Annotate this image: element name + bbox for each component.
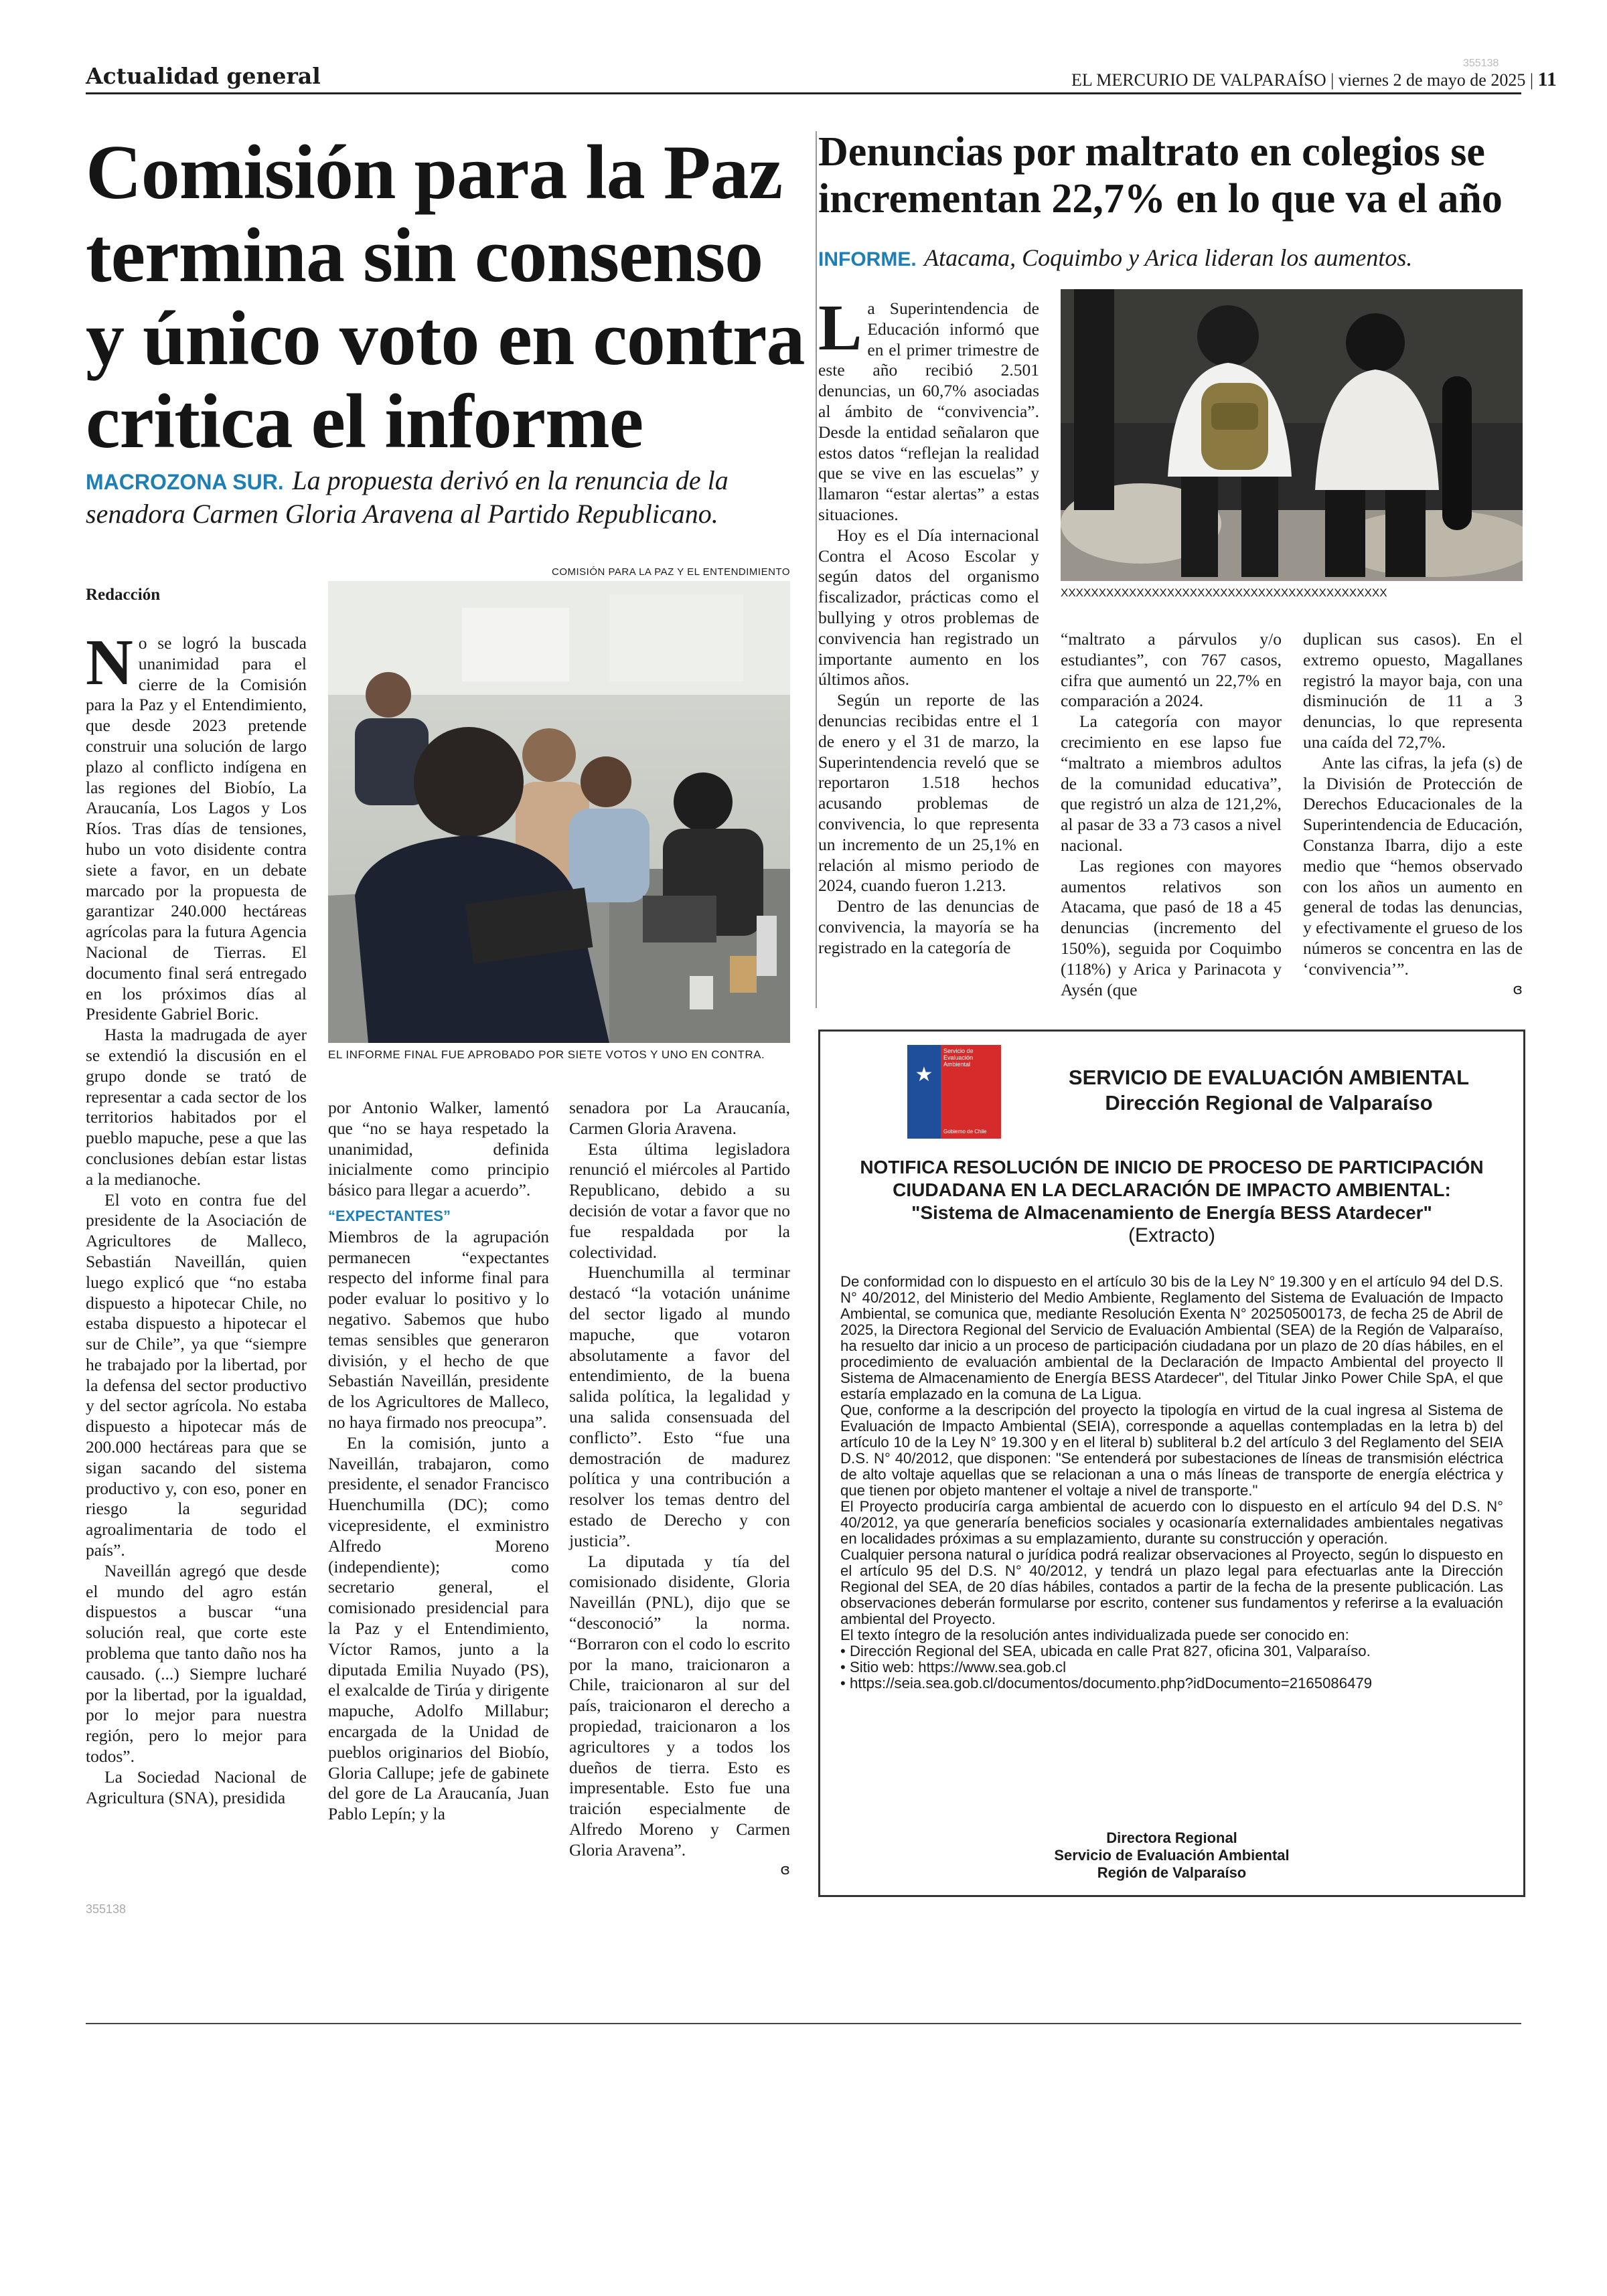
logo-red-band bbox=[941, 1045, 1001, 1139]
heading-line: CIUDADANA EN LA DECLARACIÓN DE IMPACTO AMBIENTAL: bbox=[893, 1179, 1451, 1200]
right-column-1 bbox=[818, 292, 1039, 959]
logo-blue-band bbox=[907, 1045, 941, 1139]
right-headline bbox=[818, 129, 1528, 222]
section-label: Actualidad general bbox=[86, 63, 321, 89]
column-divider bbox=[816, 131, 817, 1008]
headline-line: termina sin consenso bbox=[86, 213, 763, 299]
bullet-item: • https://seia.sea.gob.cl/documentos/documento.php?idDocumento=2165086479 bbox=[840, 1675, 1373, 1692]
logo-text: Evaluación bbox=[943, 1054, 974, 1061]
heading-line: NOTIFICA RESOLUCIÓN DE INICIO DE PROCESO DE PARTICIPACIÓN bbox=[860, 1157, 1484, 1177]
paragraph: La diputada y tía del comisionado disidente, Gloria Naveillán (PNL), dijo que se “desconoció” la norma. “Borraron con el codo lo escrito por la mano, traicionaron a Chile, traicionaron al sur del país, traicionaron el derecho a propiedad, traicionaron a los agricultores y a todos los dueños de tierra. Esto es impresentable. Esto fue una traición especialmente de Alfredo Moreno y Carmen Gloria Aravena”. bbox=[569, 1551, 790, 1860]
star-icon: ★ bbox=[915, 1063, 933, 1086]
end-mark: ɞ bbox=[1513, 981, 1523, 998]
paragraph: Miembros de la agrupación permanecen “expectantes respecto del informe final para poder evaluar lo positivo y lo negativo. Sabemos que hubo temas sensibles que generaron división, y el hecho de que Sebastián Naveillán, presidente de los Agricultores de Malleco, no haya firmado nos preocupa”. bbox=[328, 1226, 549, 1432]
notice-body bbox=[840, 1274, 1503, 1692]
paragraph: La categoría con mayor crecimiento en ese lapso fue “maltrato a miembros adultos de la comunidad educativa”, que registró un alza de 121,2%, al pasar de 33 a 73 casos a nivel nacional. bbox=[1061, 712, 1282, 855]
paragraph: Huenchumilla al terminar destacó “la votación unánime del sector ligado al mundo mapuche, que votaron absolutamente a favor del entendimiento, de la buena salida política, la legalidad y una salida consensuada del conflicto”. Esto “fue una demostración de madurez política y una contribución a resolver los temas dentro del estado de Derecho y con justicia”. bbox=[569, 1262, 790, 1550]
signature-line: Servicio de Evaluación Ambiental bbox=[1054, 1847, 1290, 1864]
issue-date: viernes 2 de mayo de 2025 bbox=[1338, 70, 1526, 90]
notice-paragraph: El Proyecto produciría carga ambiental de acuerdo con lo dispuesto en el artículo 94 del D.S. N° 40/2012, ya que generaría beneficios sociales y ocasionaría externalidades ambientales negativas en localidades próximas a su emplazamiento, durante su construcción y operación. bbox=[840, 1498, 1503, 1547]
notice-org bbox=[1035, 1065, 1503, 1116]
notice-paragraph: Que, conforme a la descripción del proyecto la tipología en virtud de la cual ingresa al Sistema de Evaluación de Impacto Ambiental (SEIA), corresponde a aquellas contempladas en la letra b) del artículo 10 de la Ley N° 19.300 y en el literal b) subliteral b.2 del artículo 3 del Reglamento del SEIA D.S. N° 40/2012, que disponen: "Se entenderá por subestaciones de líneas de transmisión eléctrica de alto voltaje aquellas que se relacionan a una o más líneas de transporte de energía eléctrica y que tienen por objeto mantener el voltaje a nivel de transporte." bbox=[840, 1402, 1503, 1499]
headline-line: Denuncias por maltrato en colegios se bbox=[818, 129, 1485, 175]
bullet-text: Dirección Regional del SEA, ubicada en calle Prat 827, oficina 301, Valparaíso. bbox=[849, 1643, 1371, 1659]
bullet-item: • Dirección Regional del SEA, ubicada en calle Prat 827, oficina 301, Valparaíso. bbox=[840, 1643, 1371, 1659]
end-mark: ɞ bbox=[780, 1862, 790, 1879]
photo-credit: COMISIÓN PARA LA PAZ Y EL ENTENDIMIENTO bbox=[552, 566, 790, 578]
headline-line: y único voto en contra bbox=[86, 296, 805, 382]
heading-line: (Extracto) bbox=[1128, 1224, 1216, 1246]
paragraph: Las regiones con mayores aumentos relativos son Atacama, que pasó de 18 a 45 denuncias (incremento del 150%), seguida por Coquimbo (118%) y Arica y Parinacota y Aysén (que bbox=[1061, 855, 1282, 999]
byline: Redacción bbox=[86, 586, 161, 604]
paragraph: o se logró la buscada unanimidad para el cierre de la Comisión para la Paz y el Entendimiento, que desde 2023 pretende construir una solución de largo plazo al conflicto indígena en las regiones del Biobío, La Araucanía, Los Lagos y Los Ríos. Tras días de tensiones, hubo un voto disidente contra siete a favor, en un debate marcado por la propuesta de garantizar 240.000 hectáreas agrícolas para la futura Agencia Nacional de Tierras. El documento final será entregado en los próximos días al Presidente Gabriel Boric. bbox=[86, 633, 307, 1024]
paragraph: “maltrato a párvulos y/o estudiantes”, con 767 casos, cifra que aumentó un 22,7% en comparación a 2024. bbox=[1061, 629, 1282, 711]
paragraph: senadora por La Araucanía, Carmen Gloria Aravena. bbox=[569, 1098, 790, 1138]
left-column-2 bbox=[328, 1098, 549, 1825]
sea-logo bbox=[907, 1045, 1001, 1139]
notice-paragraph: Cualquier persona natural o jurídica podrá realizar observaciones al Proyecto, según lo dispuesto en el artículo 95 del D.S. N° 40/2012, y tendrá un plazo legal para efectuarlas ante la Dirección Regional del SEA, de 20 días hábiles, contados a partir de la fecha de la presente publicación. Las observaciones deberán formularse por escrito, contener sus fundamentos y referirse a la evaluación ambiental del Proyecto. bbox=[840, 1546, 1503, 1627]
page-number: 11 bbox=[1537, 68, 1557, 90]
signature-line: Región de Valparaíso bbox=[1097, 1864, 1247, 1881]
left-column-3 bbox=[569, 1098, 790, 1881]
paragraph: La Sociedad Nacional de Agricultura (SNA), presidida bbox=[86, 1767, 307, 1807]
left-kicker: MACROZONA SUR. bbox=[86, 470, 284, 494]
headline-line: critica el informe bbox=[86, 379, 643, 465]
paragraph: a Superintendencia de Educación informó que en el primer trimestre de este año recibió 2.501 denuncias, un 60,7% asociadas al ámbito de “convivencia”. Desde la entidad señalaron que estos datos “reflejan la realidad que se vive en las escuelas” y llamaron “estar alertas” a estas situaciones. bbox=[818, 299, 1039, 524]
paragraph: El voto en contra fue del presidente de la Asociación de Agricultores de Malleco, Sebastián Naveillán, quien luego explicó que “no estaba dispuesto a hipotecar Chile, no estaba dispuesto a hipotecar el sur de Chile”, ya que “siempre he trabajado por la libertad, por la defensa del sector productivo y del sector agrícola. No estaba dispuesto a hipotecar más de 200.000 hectáreas para que se sigan sacando del sistema productivo y, con eso, poner en riesgo la seguridad agroalimentaria de todo el país”. bbox=[86, 1190, 307, 1560]
headline-line: Comisión para la Paz bbox=[86, 130, 783, 216]
right-column-2 bbox=[1061, 629, 1282, 1000]
paragraph: Hoy es el Día internacional Contra el Acoso Escolar y según datos del organismo fiscalizador, prácticas como el bullying y otros problemas de convivencia han registrado un importante aumento en los últimos años. bbox=[818, 525, 1039, 689]
paragraph: Ante las cifras, la jefa (s) de la División de Protección de Derechos Educacionales de la Superintendencia de Educación, Constanza Ibarra, dijo a este medio que “hemos observado con los años un aumento en general de todas las denuncias, y efectivamente el grueso de los números se concentra en las de ‘convivencia’”. bbox=[1303, 752, 1523, 979]
photo-caption: XXXXXXXXXXXXXXXXXXXXXXXXXXXXXXXXXXXXXXXXXXX bbox=[1061, 586, 1387, 599]
public-notice bbox=[818, 1030, 1525, 1897]
bullet-text: https://seia.sea.gob.cl/documentos/documento.php?idDocumento=2165086479 bbox=[849, 1675, 1373, 1692]
notice-heading bbox=[834, 1156, 1510, 1247]
heading-line: "Sistema de Almacenamiento de Energía BESS Atardecer" bbox=[911, 1202, 1432, 1223]
header-rule bbox=[86, 92, 1521, 94]
org-sub: Dirección Regional de Valparaíso bbox=[1105, 1091, 1433, 1115]
bottom-rule bbox=[86, 2023, 1521, 2024]
dek-line: La propuesta derivó en la renuncia de la bbox=[292, 465, 729, 495]
paragraph: Esta última legisladora renunció el miércoles al Partido Republicano, debido a su decisión de votar a favor que no fue respaldada por la colectividad. bbox=[569, 1139, 790, 1262]
drop-cap: N bbox=[86, 627, 133, 699]
logo-gov: Gobierno de Chile bbox=[943, 1129, 987, 1135]
signature-line: Directora Regional bbox=[1106, 1829, 1237, 1846]
footer-code: 355138 bbox=[86, 1902, 127, 1916]
headline-line: incrementan 22,7% en lo que va el año bbox=[818, 176, 1503, 222]
paragraph: duplican sus casos). En el extremo opuesto, Magallanes registró la mayor baja, con una disminución de 11 a 3 denuncias, lo que representa una caída del 72,7%. bbox=[1303, 629, 1523, 752]
paragraph: por Antonio Walker, lamentó que “no se haya respetado la unanimidad, definida inicialmente como principio básico para llegar a acuerdo”. bbox=[328, 1098, 549, 1200]
main-headline bbox=[86, 131, 809, 463]
paragraph: Según un reporte de las denuncias recibidas entre el 1 de enero y el 31 de marzo, la Superintendencia reveló que se reportaron 1.518 hechos acusando problemas de convivencia, lo que representa un incremento de un 25,1% en relación al mismo periodo de 2024, cuando fueron 1.213. bbox=[818, 690, 1039, 896]
paragraph: En la comisión, junto a Naveillán, trabajaron, como presidente, el senador Francisco Huenchumilla (DC); como vicepresidente, el exministro Alfredo Moreno (independiente); como secretario general, el comisionado presidencial para la Paz y el Entendimiento, Víctor Ramos, junto a la diputada Emilia Nuyado (PS), el exalcalde de Tirúa y dirigente mapuche, Adolfo Millabur; encargada de la Unidad de pueblos originarios del Biobío, Gloria Callupe; jefe de gabinete del gore de La Araucanía, Juan Pablo Lepín; y la bbox=[328, 1432, 549, 1824]
logo-text: Servicio de bbox=[943, 1048, 974, 1054]
paragraph: Hasta la madrugada de ayer se extendió la discusión en el grupo donde se trató de representar a cada sector de los territorios habitados por el pueblo mapuche, pese a que las conclusiones debían estar listas a la medianoche. bbox=[86, 1025, 307, 1189]
dek-line: Atacama, Coquimbo y Arica lideran los aumentos. bbox=[924, 244, 1413, 271]
masthead-info: EL MERCURIO DE VALPARAÍSO | viernes 2 de mayo de 2025 | 11 bbox=[1071, 68, 1557, 90]
notice-signature bbox=[834, 1829, 1510, 1882]
drop-cap: L bbox=[818, 292, 862, 364]
dek-line: senadora Carmen Gloria Aravena al Partido Republicano. bbox=[86, 499, 718, 529]
bullet-text: Sitio web: https://www.sea.gob.cl bbox=[849, 1659, 1067, 1675]
logo-text: Ambiental bbox=[943, 1061, 971, 1068]
left-column-1 bbox=[86, 627, 307, 1808]
left-dek bbox=[86, 465, 822, 530]
subheading: “EXPECTANTES” bbox=[328, 1207, 451, 1224]
students-photo bbox=[1061, 289, 1523, 581]
bullet-item: • Sitio web: https://www.sea.gob.cl bbox=[840, 1659, 1067, 1675]
commission-photo bbox=[328, 581, 790, 1043]
notice-paragraph: El texto íntegro de la resolución antes individualizada puede ser conocido en: bbox=[840, 1627, 1349, 1643]
photo-caption: EL INFORME FINAL FUE APROBADO POR SIETE VOTOS Y UNO EN CONTRA. bbox=[328, 1048, 765, 1061]
paragraph: Naveillán agregó que desde el mundo del agro están dispuestos a buscar “una solución real, que corte este problema que tanto daño nos ha causado. (...) Siempre lucharé por la libertad, por la igualdad, por lo mejor para nuestra región, pero lo mejor para todos”. bbox=[86, 1560, 307, 1767]
paragraph: Dentro de las denuncias de convivencia, la mayoría se ha registrado en la categoría de bbox=[818, 896, 1039, 957]
paper-name: EL MERCURIO DE VALPARAÍSO bbox=[1071, 70, 1326, 90]
notice-paragraph: De conformidad con lo dispuesto en el artículo 30 bis de la Ley N° 19.300 y en el artículo 94 del D.S. N° 40/2012, del Ministerio del Medio Ambiente, Reglamento del Sistema de Evaluación de Impacto Ambiental, se comunica que, mediante Resolución Exenta N° 20250500173, de fecha 25 de Abril de 2025, la Directora Regional del Servicio de Evaluación Ambiental (SEA) de la Región de Valparaíso, ha resuelto dar inicio a un proceso de participación ciudadana por un plazo de 20 días hábiles, en el procedimiento de evaluación ambiental de la Declaración de Impacto Ambiental del proyecto ll Sistema de Almacenamiento de Energía BESS Atardecer", del Titular Jinko Power Chile SpA, el que estaría emplazado en la comuna de La Ligua. bbox=[840, 1273, 1503, 1402]
org-name: SERVICIO DE EVALUACIÓN AMBIENTAL bbox=[1068, 1066, 1470, 1089]
right-column-3 bbox=[1303, 629, 1523, 1000]
watermark-code: 355138 bbox=[1463, 58, 1499, 69]
right-kicker: INFORME. bbox=[818, 248, 917, 270]
right-dek bbox=[818, 244, 1528, 274]
